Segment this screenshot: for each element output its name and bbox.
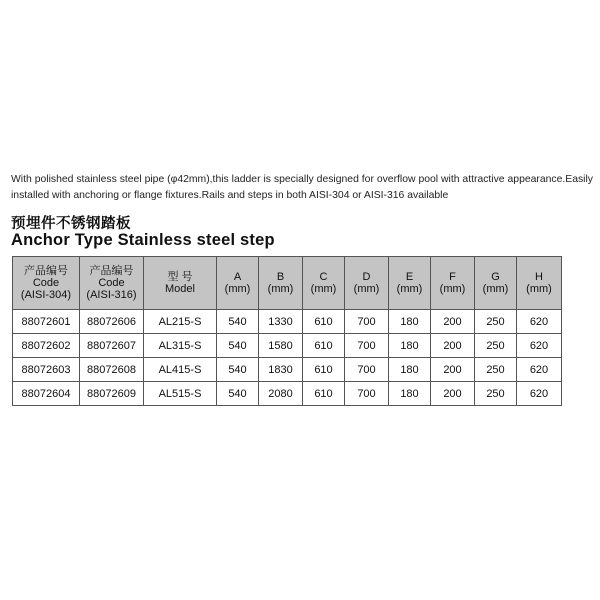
table-cell: 700: [345, 358, 389, 382]
table-cell: 88072602: [13, 334, 80, 358]
column-header: [345, 257, 389, 310]
column-header-line: D: [362, 271, 371, 283]
column-header-line: (mm): [526, 283, 552, 295]
column-header-line: (mm): [439, 283, 466, 295]
column-header-line: G: [491, 271, 500, 283]
column-header-line: 产品编号: [24, 265, 68, 277]
table-cell: 180: [389, 382, 431, 406]
table-cell: AL315-S: [144, 334, 217, 358]
table-cell: 88072604: [13, 382, 80, 406]
table-header-row: [13, 257, 562, 310]
title-chinese: 预埋件不锈钢踏板: [11, 216, 131, 232]
table-cell: 540: [217, 358, 259, 382]
table-cell: 88072607: [80, 334, 144, 358]
column-header-line: (mm): [267, 283, 294, 295]
column-header: [389, 257, 431, 310]
table-cell: 620: [517, 310, 562, 334]
table-cell: 88072601: [13, 310, 80, 334]
column-header: [259, 257, 303, 310]
table-row: [13, 334, 562, 358]
column-header: [217, 257, 259, 310]
table-cell: 250: [475, 334, 517, 358]
column-header-line: A: [233, 271, 242, 283]
table-row: [13, 382, 562, 406]
column-header-line: E: [405, 271, 414, 283]
table-cell: AL515-S: [144, 382, 217, 406]
table-body: [13, 310, 562, 406]
column-header-line: H: [535, 271, 543, 283]
column-header: [431, 257, 475, 310]
table-cell: 180: [389, 310, 431, 334]
column-header: [144, 257, 217, 310]
table-cell: 200: [431, 358, 475, 382]
column-header-line: (mm): [482, 283, 509, 295]
column-header: [517, 257, 562, 310]
column-header-line: B: [276, 271, 285, 283]
spec-table: [12, 256, 562, 406]
table-cell: 88072603: [13, 358, 80, 382]
table-cell: 2080: [259, 382, 303, 406]
column-header-line: F: [449, 271, 456, 283]
table-cell: 610: [303, 334, 345, 358]
table-cell: 1830: [259, 358, 303, 382]
table-cell: 620: [517, 334, 562, 358]
title-english: Anchor Type Stainless steel step: [11, 231, 275, 249]
column-header-line: Code: [32, 277, 60, 289]
table-cell: 88072609: [80, 382, 144, 406]
table-cell: 620: [517, 358, 562, 382]
table-cell: AL215-S: [144, 310, 217, 334]
table-cell: 620: [517, 382, 562, 406]
column-header-line: 产品编号: [89, 265, 134, 277]
column-header: [303, 257, 345, 310]
column-header: [13, 257, 80, 310]
table-cell: 540: [217, 382, 259, 406]
table-cell: AL415-S: [144, 358, 217, 382]
table-row: [13, 358, 562, 382]
table-cell: 1330: [259, 310, 303, 334]
table-cell: 1580: [259, 334, 303, 358]
column-header-line: (mm): [396, 283, 423, 295]
column-header: [475, 257, 517, 310]
table-cell: 200: [431, 334, 475, 358]
table-cell: 250: [475, 382, 517, 406]
table-cell: 700: [345, 310, 389, 334]
column-header-line: C: [319, 271, 328, 283]
column-header-line: Code: [98, 277, 125, 289]
column-header-line: (AISI-304): [20, 289, 72, 301]
table-cell: 700: [345, 382, 389, 406]
table-cell: 250: [475, 310, 517, 334]
column-header-line: (mm): [353, 283, 380, 295]
column-header-line: 型 号: [167, 271, 193, 283]
table-cell: 540: [217, 334, 259, 358]
table-cell: 200: [431, 382, 475, 406]
table-cell: 610: [303, 382, 345, 406]
table-cell: 180: [389, 358, 431, 382]
table-cell: 200: [431, 310, 475, 334]
column-header-line: (mm): [310, 283, 337, 295]
table-cell: 610: [303, 358, 345, 382]
table-cell: 250: [475, 358, 517, 382]
column-header-line: (AISI-316): [86, 289, 137, 301]
column-header-line: Model: [165, 283, 195, 295]
table-cell: 540: [217, 310, 259, 334]
table-cell: 610: [303, 310, 345, 334]
product-description: With polished stainless steel pipe (φ42mm),this ladder is specially designed for overflow pool with attractive appearance.Easily installed with anchoring or flange fixtures.Rails and steps in both AISI-304 or AISI-316 available: [11, 174, 593, 201]
table-cell: 700: [345, 334, 389, 358]
column-header: [80, 257, 144, 310]
table-cell: 88072606: [80, 310, 144, 334]
table-cell: 180: [389, 334, 431, 358]
table-row: [13, 310, 562, 334]
column-header-line: (mm): [224, 283, 251, 295]
table-cell: 88072608: [80, 358, 144, 382]
